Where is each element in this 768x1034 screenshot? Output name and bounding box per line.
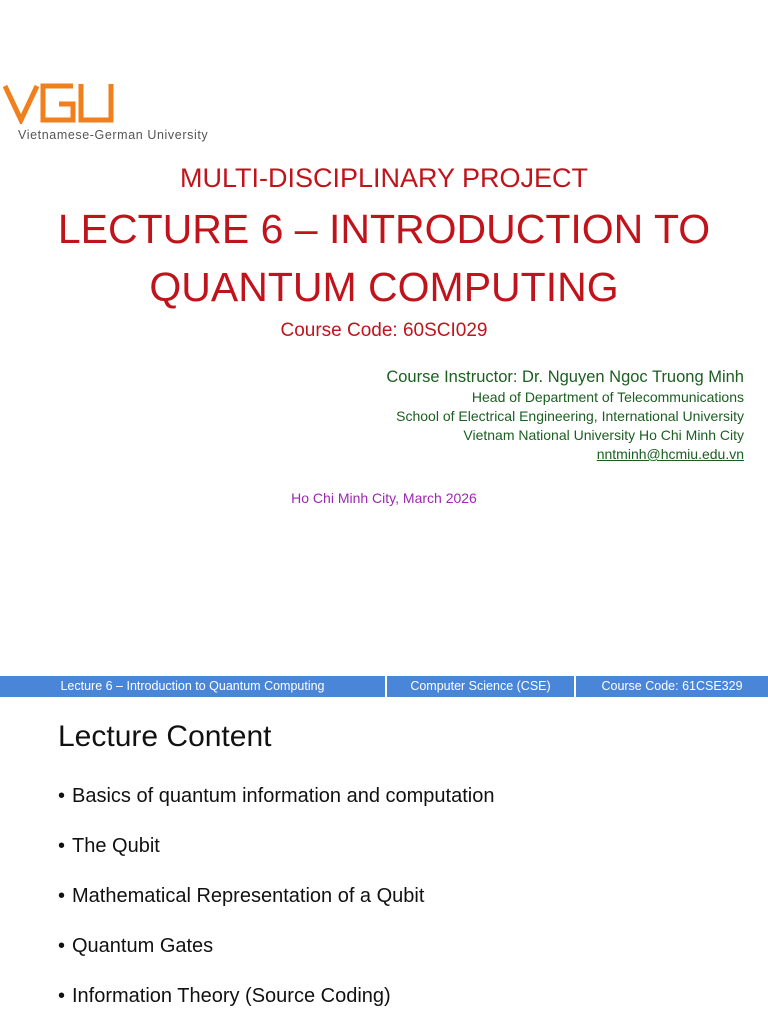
- vgu-logo: [3, 80, 218, 146]
- course-code: Course Code: 60SCI029: [280, 320, 488, 341]
- instructor-email-link[interactable]: nntminh@hcmiu.edu.vn: [596, 446, 744, 462]
- instructor-school: School of Electrical Engineering, International University: [396, 408, 744, 424]
- bullet: •: [58, 935, 66, 957]
- logo-subtitle: Vietnamese-German University: [18, 128, 209, 142]
- list-item: [58, 984, 494, 1009]
- title-block: [0, 160, 768, 344]
- content-slide: [0, 700, 768, 1024]
- list-item: [58, 934, 494, 959]
- slide-footer: [0, 676, 768, 697]
- footer-department: Computer Science (CSE): [387, 676, 574, 697]
- footer-course-code: Course Code: 61CSE329: [576, 676, 768, 697]
- lecture-title-line1: LECTURE 6 – INTRODUCTION TO: [57, 206, 711, 252]
- list-item: [58, 834, 494, 859]
- bullet: •: [58, 835, 66, 857]
- vgu-logo-mark: [3, 80, 115, 124]
- lecture-title-line2: QUANTUM COMPUTING: [149, 264, 619, 310]
- instructor-university: Vietnam National University Ho Chi Minh City: [463, 427, 744, 443]
- list-item: [58, 784, 494, 809]
- content-list: [58, 784, 494, 1034]
- instructor-role: Head of Department of Telecommunications: [471, 389, 744, 405]
- list-item-text: Basics of quantum information and computation: [72, 785, 495, 807]
- instructor-name: Course Instructor: Dr. Nguyen Ngoc Truong Minh: [386, 368, 744, 386]
- bullet: •: [58, 985, 66, 1007]
- list-item-text: Mathematical Representation of a Qubit: [72, 885, 425, 907]
- content-title: Lecture Content: [58, 720, 272, 753]
- list-item-text: Quantum Gates: [72, 935, 214, 957]
- bullet: •: [58, 785, 66, 807]
- list-item-text: The Qubit: [72, 835, 160, 857]
- instructor-block: [386, 366, 744, 464]
- footer-lecture-title: Lecture 6 – Introduction to Quantum Computing: [0, 676, 385, 697]
- date-line: Ho Chi Minh City, March 2026: [291, 490, 477, 506]
- lecture-title: [0, 200, 768, 316]
- bullet: •: [58, 885, 66, 907]
- project-title: MULTI-DISCIPLINARY PROJECT: [179, 163, 589, 193]
- list-item: [58, 884, 494, 909]
- list-item-text: Information Theory (Source Coding): [72, 985, 391, 1007]
